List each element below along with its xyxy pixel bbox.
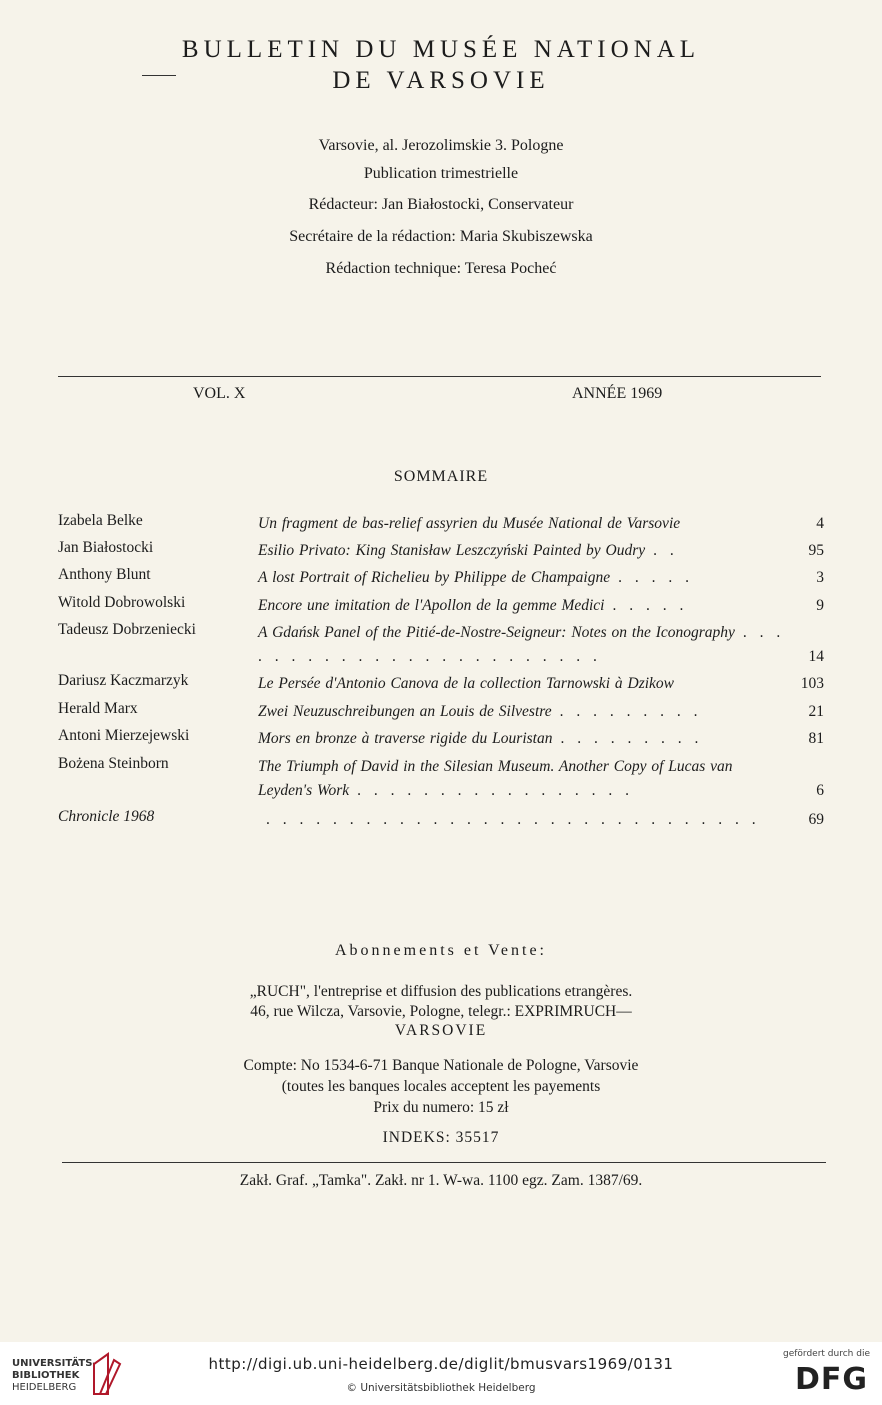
toc-entry xyxy=(58,672,824,696)
toc-entry xyxy=(58,727,824,751)
sommaire-heading: SOMMAIRE xyxy=(393,468,489,485)
toc-leader-dots: . . . . . . . . . xyxy=(559,703,702,720)
toc-author: Dariusz Kaczmarzyk xyxy=(58,672,189,689)
toc-article-title xyxy=(258,727,788,751)
toc-entry xyxy=(58,808,824,832)
toc-article-title xyxy=(258,566,788,590)
toc-author: Antoni Mierzejewski xyxy=(58,727,190,744)
toc-article-title xyxy=(258,755,788,803)
toc-author: Tadeusz Dobrzeniecki xyxy=(58,621,196,638)
toc-leader-dots: . . . . . . . . . xyxy=(560,730,703,747)
toc-author: Anthony Blunt xyxy=(58,566,151,583)
toc-title-text: A Gdańsk Panel of the Pitié-de-Nostre-Seigneur: Notes on the Iconography xyxy=(258,624,735,641)
journal-title-line2: DE VARSOVIE xyxy=(332,67,550,94)
subscriptions-line: 46, rue Wilcza, Varsovie, Pologne, telegr.: EXPRIMRUCH— xyxy=(250,1003,632,1020)
info-address: Varsovie, al. Jerozolimskie 3. Pologne xyxy=(318,137,564,154)
toc-leader-dots: . . . . . . . . . . . . . . . . . . . . . . . . . . . . . . xyxy=(266,811,760,828)
printer-line: Zakł. Graf. „Tamka". Zakł. nr 1. W-wa. 1100 egz. Zam. 1387/69. xyxy=(239,1172,643,1189)
toc-entry xyxy=(58,512,824,536)
info-editor: Rédacteur: Jan Białostocki, Conservateur xyxy=(308,196,574,213)
toc-title-text: Esilio Privato: King Stanisław Leszczyński Painted by Oudry xyxy=(258,542,646,559)
toc-entry xyxy=(58,700,824,724)
toc-author: Herald Marx xyxy=(58,700,138,717)
toc-page-number: 103 xyxy=(800,675,824,692)
library-name-line: BIBLIOTHEK xyxy=(12,1370,80,1381)
toc-page-number: 69 xyxy=(808,811,824,828)
toc-author: Bożena Steinborn xyxy=(58,755,169,772)
volume-year: ANNÉE 1969 xyxy=(572,385,663,402)
toc-title-text: Mors en bronze à traverse rigide du Louristan xyxy=(258,730,553,747)
toc-author: Chronicle 1968 xyxy=(58,808,155,825)
info-technical-editor: Rédaction technique: Teresa Pocheć xyxy=(325,260,557,277)
info-publication: Publication trimestrielle xyxy=(363,165,519,182)
toc-leader-dots: . . . . . . . . . . . . . . . . . . . . . . . . xyxy=(258,624,785,665)
subscriptions-line: (toutes les banques locales acceptent les payements xyxy=(281,1078,601,1095)
toc-page-number: 4 xyxy=(816,515,824,532)
toc-entry xyxy=(58,755,824,803)
toc-leader-dots: . . . . . xyxy=(618,569,693,586)
toc-article-title xyxy=(258,512,788,536)
toc-title-text: A lost Portrait of Richelieu by Philippe de Champaigne xyxy=(258,569,611,586)
library-name-line: HEIDELBERG xyxy=(12,1382,77,1393)
toc-article-title xyxy=(258,700,788,724)
subscriptions-line: „RUCH", l'entreprise et diffusion des publications etrangères. xyxy=(249,983,633,1000)
toc-entry xyxy=(58,621,824,669)
toc-leader-dots: . . . . . xyxy=(612,597,688,614)
toc-leader-dots: . . xyxy=(653,542,678,559)
toc-page-number: 95 xyxy=(808,542,824,559)
toc-page-number: 14 xyxy=(808,648,824,665)
toc-author: Jan Białostocki xyxy=(58,539,154,556)
journal-title-line1: BULLETIN DU MUSÉE NATIONAL xyxy=(181,36,701,63)
library-name-line: UNIVERSITÄTS- xyxy=(12,1358,97,1369)
bottom-rule xyxy=(62,1162,826,1163)
toc-page-number: 9 xyxy=(816,597,824,614)
viewer-footer xyxy=(0,1342,882,1405)
toc-title-text: The Triumph of David in the Silesian Museum. Another Copy of Lucas van Leyden's Work xyxy=(258,758,733,799)
toc-title-text: Zwei Neuzuschreibungen an Louis de Silvestre xyxy=(258,703,552,720)
toc-article-title xyxy=(258,808,788,832)
toc-title-text: Encore une imitation de l'Apollon de la gemme Medici xyxy=(258,597,605,614)
toc-entry xyxy=(58,594,824,618)
toc-author: Izabela Belke xyxy=(58,512,143,529)
toc-article-title xyxy=(258,594,788,618)
toc-page-number: 6 xyxy=(816,782,824,799)
index-number: INDEKS: 35517 xyxy=(382,1129,500,1146)
permalink-url[interactable]: http://digi.ub.uni-heidelberg.de/diglit/bmusvars1969/0131 xyxy=(208,1355,674,1373)
toc-author: Witold Dobrowolski xyxy=(58,594,186,611)
toc-page-number: 3 xyxy=(816,569,824,586)
toc-page-number: 81 xyxy=(808,730,824,747)
dfg-logo: DFG xyxy=(794,1362,868,1397)
info-secretary: Secrétaire de la rédaction: Maria Skubiszewska xyxy=(289,228,593,245)
volume-number: VOL. X xyxy=(193,385,246,402)
toc-entry xyxy=(58,566,824,590)
toc-article-title xyxy=(258,621,788,669)
subscriptions-heading: Abonnements et Vente: xyxy=(334,942,547,959)
toc-leader-dots: . . . . . . . . . . . . . . . . . xyxy=(357,782,634,799)
toc-page-number: 21 xyxy=(808,703,824,720)
toc-entry xyxy=(58,539,824,563)
sponsor-label: gefördert durch die xyxy=(783,1349,870,1359)
toc-article-title xyxy=(258,539,788,563)
copyright-notice: © Universitätsbibliothek Heidelberg xyxy=(346,1382,536,1394)
top-rule xyxy=(58,376,821,377)
toc-article-title xyxy=(258,672,788,696)
toc-title-text: Le Persée d'Antonio Canova de la collection Tarnowski à Dzikow xyxy=(258,675,674,692)
price-line: Prix du numero: 15 zł xyxy=(373,1099,509,1116)
subscriptions-line: Compte: No 1534-6-71 Banque Nationale de Pologne, Varsovie xyxy=(243,1057,639,1074)
subscriptions-line: VARSOVIE xyxy=(394,1022,488,1039)
toc-title-text: Un fragment de bas-relief assyrien du Musée National de Varsovie xyxy=(258,515,681,532)
